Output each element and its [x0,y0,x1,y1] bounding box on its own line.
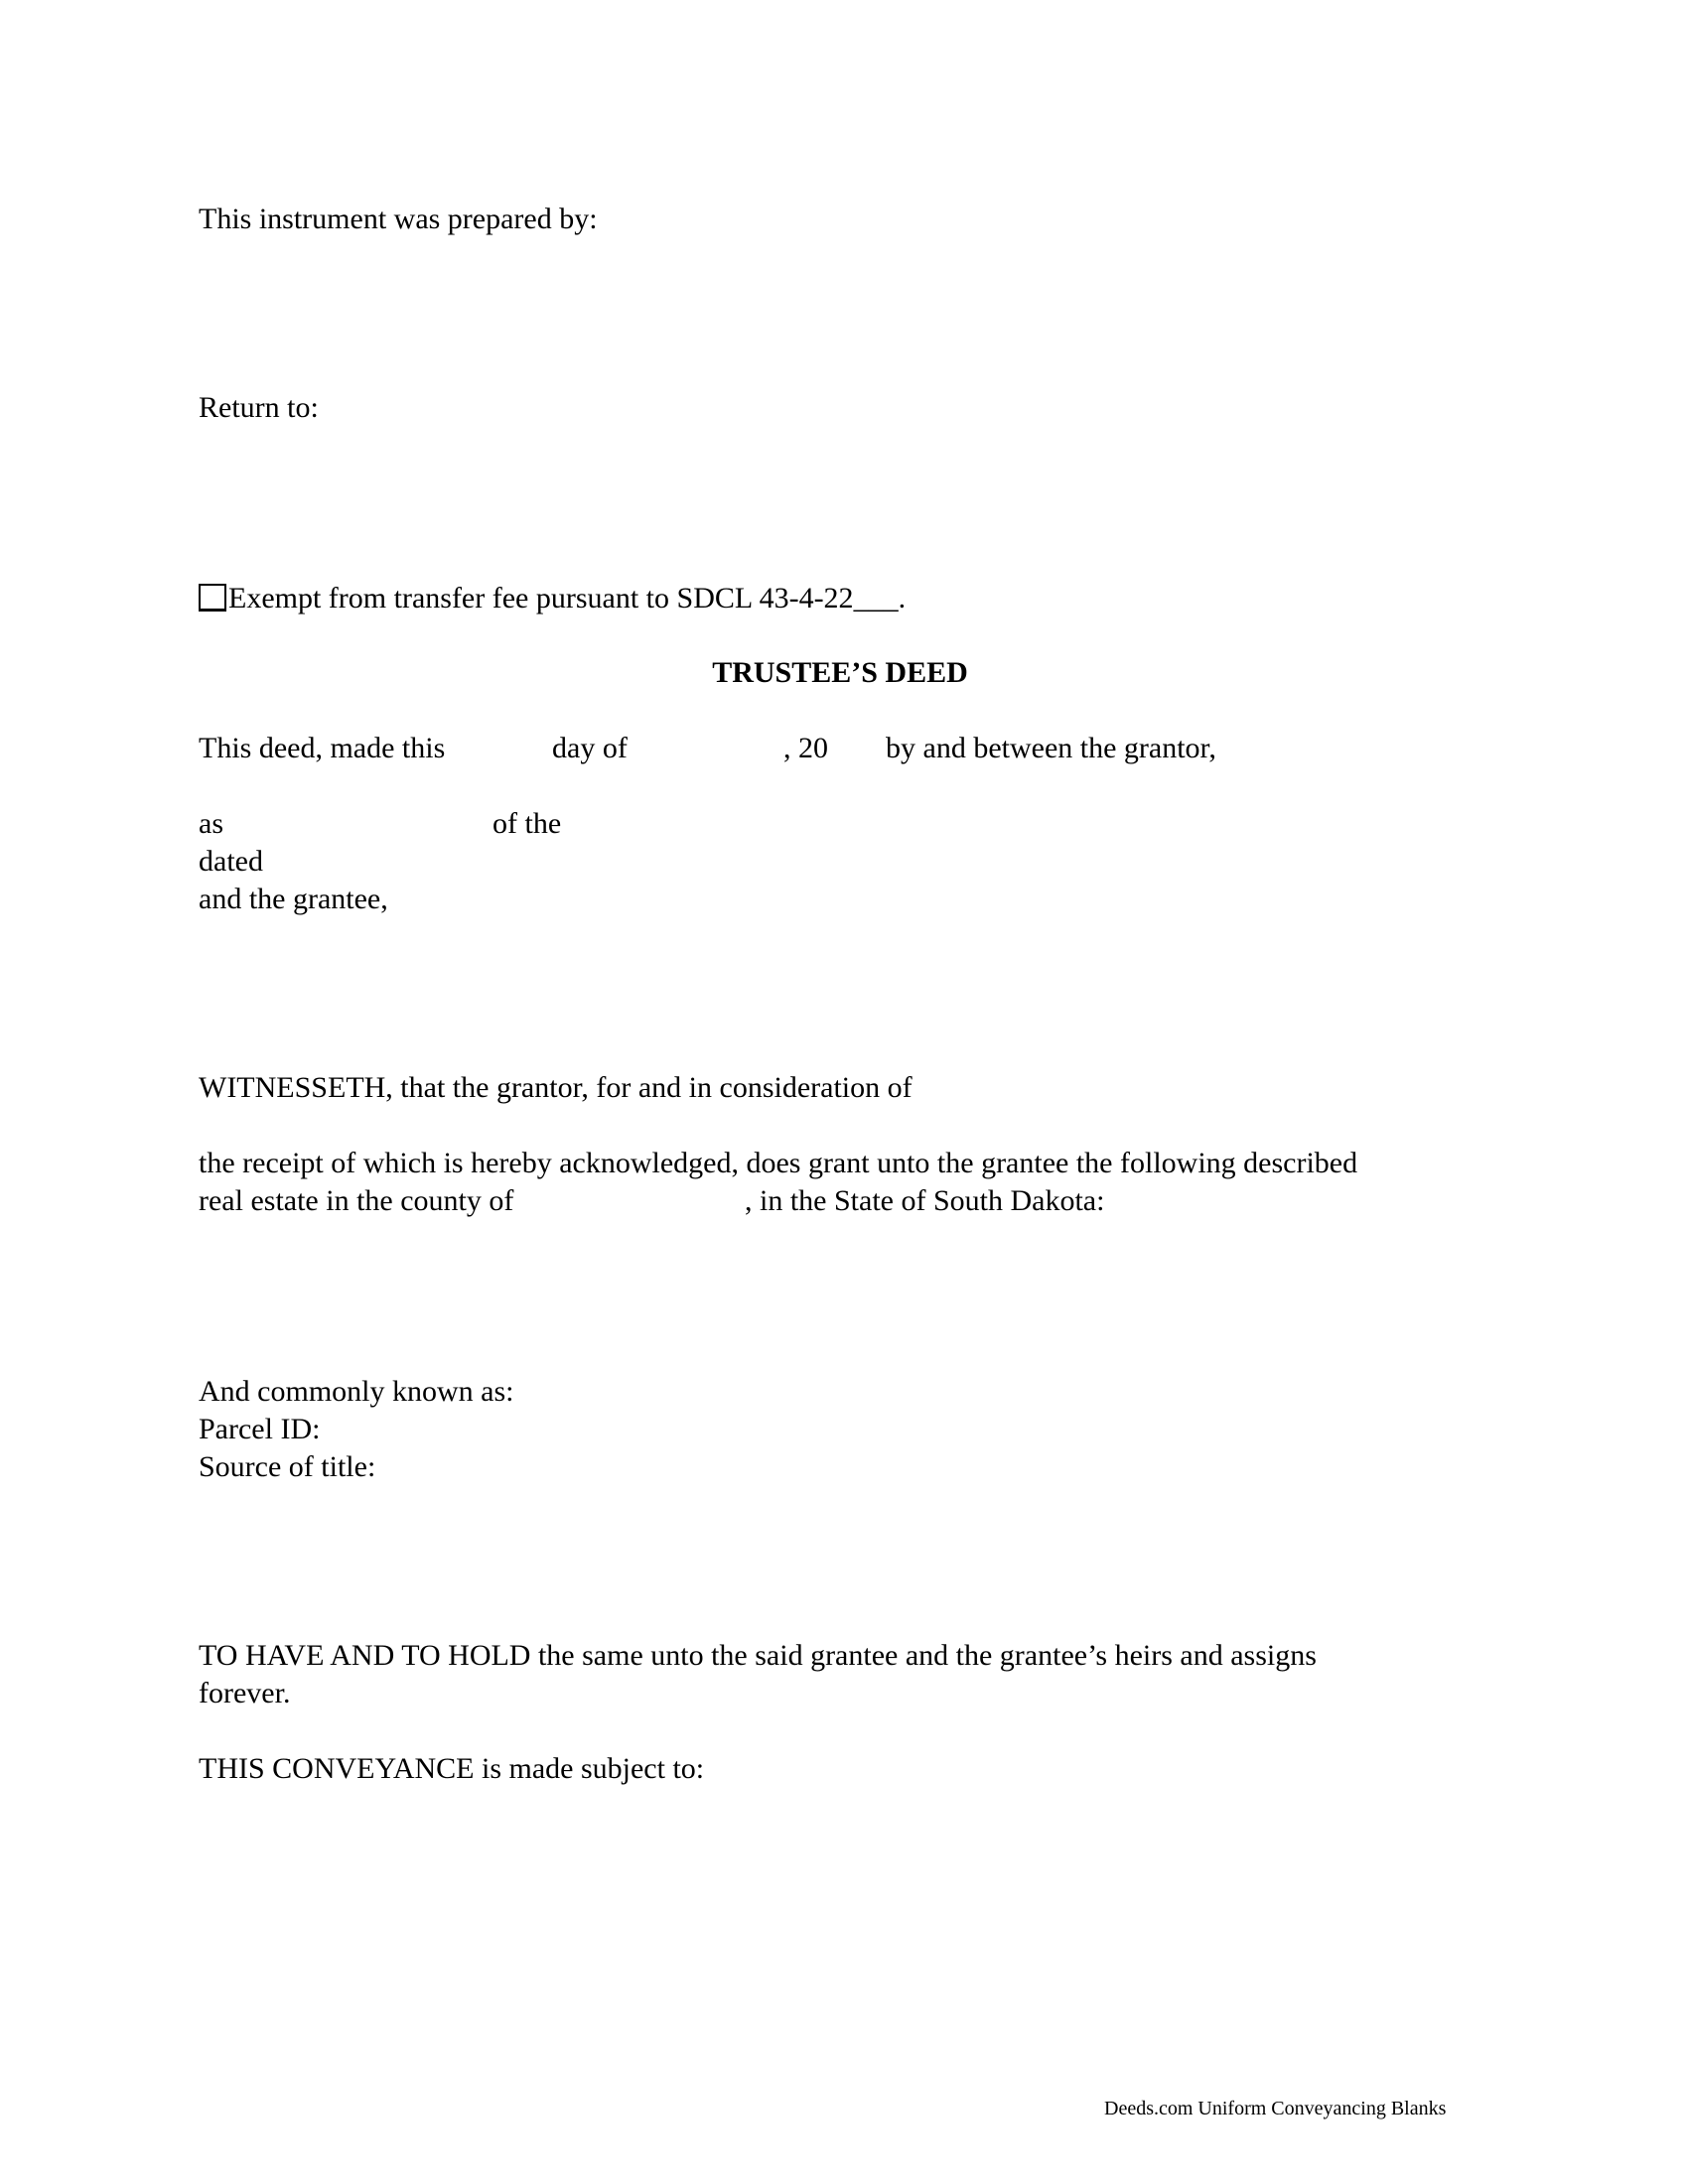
receipt-line-2a: real estate in the county of [199,1184,514,1217]
exempt-end: . [898,582,907,614]
source-of-title-label: Source of title: [199,1450,376,1483]
intro-made-this: This deed, made this [199,732,446,764]
intro-between: by and between the grantor, [886,732,1216,764]
exempt-line [199,580,906,616]
intro-of-the: of the [492,807,562,840]
witnesseth-line: WITNESSETH, that the grantor, for and in consideration of [199,1071,913,1104]
habendum-line-2: forever. [199,1677,291,1709]
receipt-line-2b: , in the State of South Dakota: [745,1184,1105,1217]
return-to-label: Return to: [199,391,319,424]
prepared-by-label: This instrument was prepared by: [199,203,598,235]
intro-year: , 20 [783,732,828,764]
intro-as: as [199,807,223,840]
habendum-line-1: TO HAVE AND TO HOLD the same unto the said grantee and the grantee’s heirs and assigns [199,1639,1317,1672]
commonly-known-label: And commonly known as: [199,1375,514,1408]
intro-dated: dated [199,845,263,878]
conveyance-label: THIS CONVEYANCE is made subject to: [199,1752,705,1785]
parcel-id-label: Parcel ID: [199,1413,321,1445]
intro-day-of: day of [552,732,628,764]
exempt-blank: ___ [853,582,899,614]
intro-grantee: and the grantee, [199,883,388,915]
exempt-text: Exempt from transfer fee pursuant to SDCL 43-4-22 [228,582,854,614]
exempt-checkbox[interactable] [199,584,226,612]
receipt-line-1: the receipt of which is hereby acknowledged, does grant unto the grantee the following described [199,1147,1358,1179]
document-title: TRUSTEE’S DEED [712,656,968,689]
footer-text: Deeds.com Uniform Conveyancing Blanks [1104,2098,1447,2119]
